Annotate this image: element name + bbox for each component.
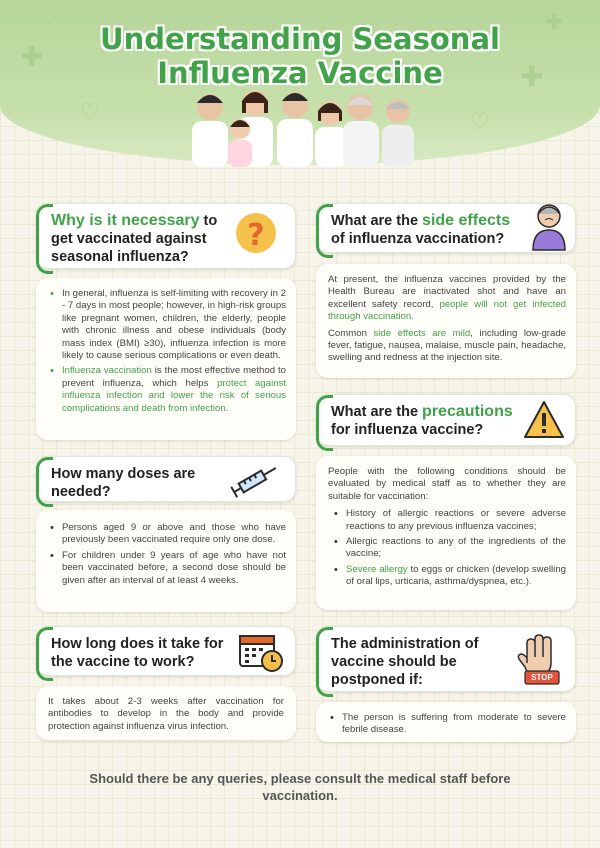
- plus-icon: ✚: [545, 10, 564, 35]
- question-mark-icon: [233, 210, 279, 262]
- list-item: • For children under 9 years of age who have not been vaccinated before, a second dose should be given after an interval of at least 4 weeks.: [50, 550, 286, 587]
- list-item: • In general, influenza is self-limiting with recovery in 2 - 7 days in most people; however, in high-risk groups like pregnant women, children, the elderly, people with chronic illness and obese individuals (body mass index (BMI) ≥30), influenza infection is more likely to cause serious complications or even death.: [50, 288, 286, 362]
- page-title: Understanding Seasonal Influenza Vaccine: [100, 22, 500, 90]
- side-effects-answer-card: At present, the influenza vaccines provided by the Health Bureau are inactivated shot and have an excellent safety record, people will not get infected through vaccination. Common side effects are mild, including low-grade fever, fatigue, nausea, malaise, muscle pain, headache, swelling and redness at the injection site.: [316, 264, 576, 378]
- howlong-question: How long does it take for the vaccine to work?: [51, 636, 224, 670]
- heart-icon: ♡: [470, 110, 490, 135]
- doses-question: How many doses are needed?: [51, 466, 196, 500]
- list-item: • Influenza vaccination is the most effective method to prevent influenza, which helps protect against influenza infection and lower the risk of serious complications and death from infection.: [50, 365, 286, 415]
- postpone-question-card: [316, 626, 576, 692]
- side-effects-question: What are the side effects of influenza vaccination?: [331, 212, 511, 247]
- why-question: Why is it necessary to get vaccinated against seasonal influenza?: [51, 212, 218, 265]
- heart-icon: ♡: [80, 100, 100, 125]
- heart-icon: ♡: [40, 5, 58, 29]
- postpone-answer-card: [316, 702, 576, 742]
- calendar-clock-icon: [237, 630, 285, 674]
- footer-note: Should there be any queries, please consult the medical staff before vaccination.: [89, 771, 511, 803]
- why-answer-card: [36, 278, 296, 440]
- list-item: • History of allergic reactions or severe adverse reactions to any previous influenza vaccines;: [334, 508, 566, 533]
- syringe-icon: [225, 461, 285, 499]
- stop-label: STOP: [531, 673, 553, 682]
- list-item: • Persons aged 9 or above and those who have previously been vaccinated require only one dose.: [50, 522, 286, 547]
- precautions-question-card: [316, 394, 576, 446]
- side-effects-question-card: [316, 203, 576, 253]
- list-item: • Allergic reactions to any of the ingredients of the vaccine;: [334, 536, 566, 561]
- svg-text:?: ?: [247, 218, 265, 253]
- list-item: • The person is suffering from moderate to severe febrile disease.: [330, 712, 566, 737]
- doses-question-card: [36, 456, 296, 502]
- precautions-question: What are the precautions for influenza vaccine?: [331, 403, 513, 438]
- list-item: • Severe allergy to eggs or chicken (develop swelling of oral lips, urticaria, asthma/dyspnea, etc.).: [334, 564, 566, 589]
- plus-icon: ✚: [20, 40, 44, 73]
- why-question-card: [36, 203, 296, 269]
- howlong-question-card: [36, 626, 296, 676]
- warning-icon: [522, 399, 566, 441]
- howlong-answer-card: It takes about 2-3 weeks after vaccination for antibodies to develop in the body and provide protection against influenza virus infection.: [36, 686, 296, 740]
- sick-person-icon: [527, 200, 571, 252]
- doses-answer-card: [36, 510, 296, 612]
- family-photo: [170, 85, 430, 167]
- precautions-answer-card: People with the following conditions should be evaluated by medical staff as to whether they are suitable for vaccination: • History of allergic reactions or severe adverse reactions to any previous influenza vaccines; • Allergic reactions to any of the ingredients of the vaccine; • Severe allergy to eggs or chicken (develop swelling of oral lips, urticaria, asthma/dyspnea, etc.).: [316, 456, 576, 610]
- plus-icon: ✚: [520, 60, 544, 93]
- postpone-question: The administration of vaccine should be postponed if:: [331, 636, 479, 688]
